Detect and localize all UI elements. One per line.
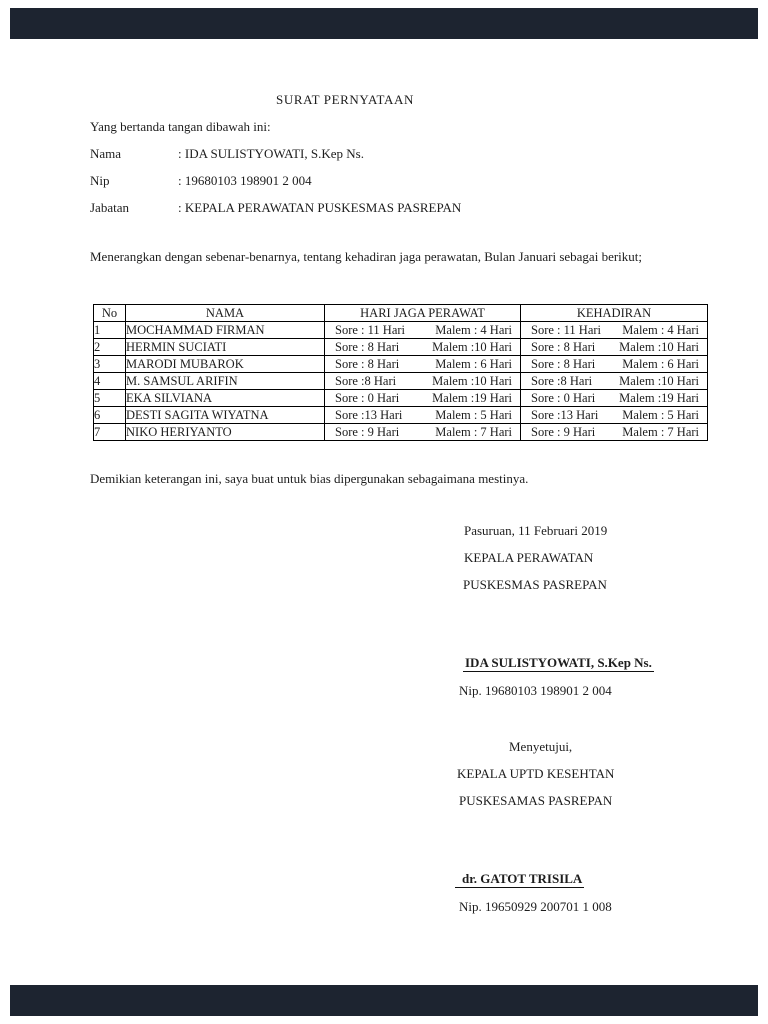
hadir-sore: Sore : 11 Hari: [531, 322, 602, 337]
kehadiran-values: [521, 323, 707, 338]
table-row: [94, 424, 708, 441]
jaga-malem: Malem : 7 Hari: [435, 424, 512, 439]
jaga-sore: Sore : 9 Hari: [335, 424, 400, 439]
signer-title-2: PUSKESMAS PASREPAN: [463, 577, 607, 592]
approver-name: [455, 871, 584, 888]
hadir-malem: Malem : 6 Hari: [622, 356, 699, 371]
cell-nama: EKA SILVIANA: [126, 390, 325, 407]
jaga-malem: Malem : 6 Hari: [435, 356, 512, 371]
hari-jaga-values: [325, 425, 520, 440]
viewer-bottom-bar: [10, 985, 758, 1016]
jaga-sore: Sore : 8 Hari: [335, 339, 400, 354]
table-row: [94, 356, 708, 373]
attendance-table: [93, 304, 708, 441]
table-row: [94, 373, 708, 390]
cell-no: 4: [94, 373, 126, 390]
cell-hari-jaga: [325, 339, 521, 356]
hari-jaga-values: [325, 357, 520, 372]
field-value-nama: : IDA SULISTYOWATI, S.Kep Ns.: [178, 146, 364, 161]
closing-line: Demikian keterangan ini, saya buat untuk bias dipergunakan sebagaimana mestinya.: [90, 471, 529, 486]
jaga-malem: Malem : 4 Hari: [435, 322, 512, 337]
jaga-sore: Sore : 11 Hari: [335, 322, 406, 337]
cell-no: 6: [94, 407, 126, 424]
jaga-sore: Sore :13 Hari: [335, 407, 403, 422]
approver-nip: Nip. 19650929 200701 1 008: [459, 899, 612, 914]
jaga-sore: Sore :8 Hari: [335, 373, 397, 388]
kehadiran-values: [521, 357, 707, 372]
cell-kehadiran: [521, 322, 708, 339]
approver-name-text: dr. GATOT TRISILA: [455, 871, 584, 888]
field-label-nama: Nama: [90, 146, 122, 161]
cell-nama: NIKO HERIYANTO: [126, 424, 325, 441]
jaga-malem: Malem :10 Hari: [432, 339, 512, 354]
hadir-malem: Malem :19 Hari: [619, 390, 699, 405]
place-date: Pasuruan, 11 Februari 2019: [464, 523, 608, 538]
cell-hari-jaga: [325, 356, 521, 373]
cell-no: 5: [94, 390, 126, 407]
kehadiran-values: [521, 374, 707, 389]
hadir-sore: Sore : 9 Hari: [531, 424, 596, 439]
cell-no: 2: [94, 339, 126, 356]
field-value-nip: : 19680103 198901 2 004: [178, 173, 312, 188]
hadir-sore: Sore :13 Hari: [531, 407, 599, 422]
jaga-malem: Malem :10 Hari: [432, 373, 512, 388]
kehadiran-values: [521, 408, 707, 423]
signer-name-text: IDA SULISTYOWATI, S.Kep Ns.: [465, 655, 652, 670]
kehadiran-values: [521, 391, 707, 406]
field-label-jabatan: Jabatan: [90, 200, 129, 215]
letter-title: SURAT PERNYATAAN: [276, 92, 414, 107]
attendance-table-header: [94, 305, 708, 322]
cell-hari-jaga: [325, 322, 521, 339]
cell-hari-jaga: [325, 373, 521, 390]
cell-hari-jaga: [325, 390, 521, 407]
jaga-sore: Sore : 8 Hari: [335, 356, 400, 371]
cell-no: 1: [94, 322, 126, 339]
cell-kehadiran: [521, 339, 708, 356]
cell-hari-jaga: [325, 407, 521, 424]
cell-nama: MARODI MUBAROK: [126, 356, 325, 373]
signer-title-1: KEPALA PERAWATAN: [464, 550, 594, 565]
cell-hari-jaga: [325, 424, 521, 441]
approver-title-1: KEPALA UPTD KESEHTAN: [457, 766, 615, 781]
signer-name: [463, 655, 654, 672]
approver-title-2: PUSKESAMAS PASREPAN: [459, 793, 613, 808]
cell-no: 3: [94, 356, 126, 373]
cell-nama: HERMIN SUCIATI: [126, 339, 325, 356]
header-no: No: [94, 305, 126, 322]
hari-jaga-values: [325, 391, 520, 406]
hadir-malem: Malem :10 Hari: [619, 339, 699, 354]
hadir-sore: Sore : 8 Hari: [531, 339, 596, 354]
kehadiran-values: [521, 425, 707, 440]
statement-paragraph: Menerangkan dengan sebenar-benarnya, tentang kehadiran jaga perawatan, Bulan Januari sebagai berikut;: [90, 249, 642, 264]
table-row: [94, 407, 708, 424]
jaga-malem: Malem : 5 Hari: [435, 407, 512, 422]
cell-nama: MOCHAMMAD FIRMAN: [126, 322, 325, 339]
hari-jaga-values: [325, 374, 520, 389]
cell-kehadiran: [521, 356, 708, 373]
hari-jaga-values: [325, 323, 520, 338]
jaga-sore: Sore : 0 Hari: [335, 390, 400, 405]
hari-jaga-values: [325, 408, 520, 423]
approval-label: Menyetujui,: [509, 739, 573, 754]
table-row: [94, 339, 708, 356]
field-label-nip: Nip: [90, 173, 110, 188]
jaga-malem: Malem :19 Hari: [432, 390, 512, 405]
cell-kehadiran: [521, 407, 708, 424]
cell-kehadiran: [521, 373, 708, 390]
hadir-sore: Sore :8 Hari: [531, 373, 593, 388]
viewer-top-bar: [10, 8, 758, 39]
intro-line: Yang bertanda tangan dibawah ini:: [90, 119, 271, 134]
table-row: [94, 322, 708, 339]
cell-nama: DESTI SAGITA WIYATNA: [126, 407, 325, 424]
table-row: [94, 390, 708, 407]
field-value-jabatan: : KEPALA PERAWATAN PUSKESMAS PASREPAN: [178, 200, 462, 215]
kehadiran-values: [521, 340, 707, 355]
hari-jaga-values: [325, 340, 520, 355]
cell-kehadiran: [521, 390, 708, 407]
hadir-malem: Malem : 5 Hari: [622, 407, 699, 422]
hadir-sore: Sore : 0 Hari: [531, 390, 596, 405]
header-kehadiran: KEHADIRAN: [521, 305, 708, 322]
hadir-malem: Malem : 4 Hari: [622, 322, 699, 337]
cell-no: 7: [94, 424, 126, 441]
table-header-row: [94, 305, 708, 322]
hadir-malem: Malem :10 Hari: [619, 373, 699, 388]
signer-nip: Nip. 19680103 198901 2 004: [459, 683, 612, 698]
table-body: [94, 322, 708, 441]
hadir-sore: Sore : 8 Hari: [531, 356, 596, 371]
cell-kehadiran: [521, 424, 708, 441]
cell-nama: M. SAMSUL ARIFIN: [126, 373, 325, 390]
header-hari-jaga: HARI JAGA PERAWAT: [325, 305, 521, 322]
header-nama: NAMA: [126, 305, 325, 322]
hadir-malem: Malem : 7 Hari: [622, 424, 699, 439]
